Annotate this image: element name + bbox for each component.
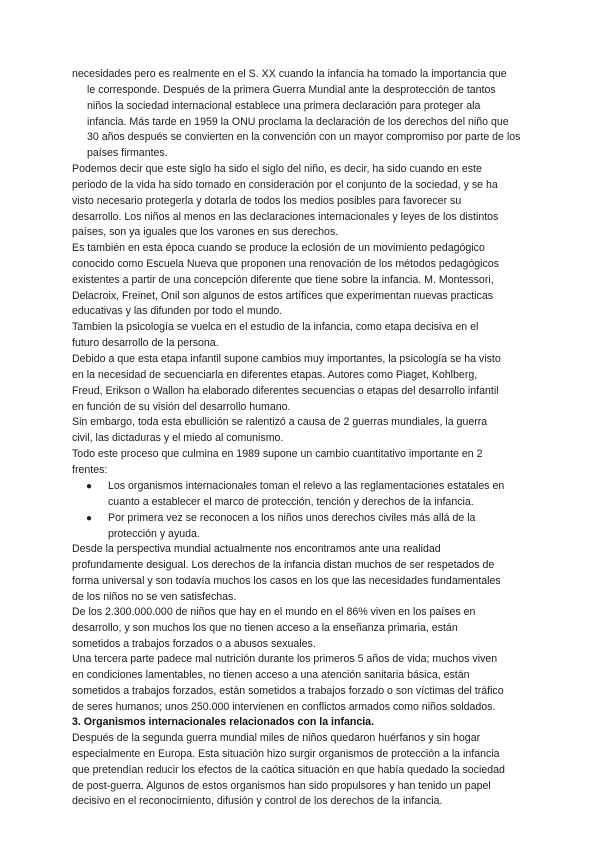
heading-text: 3. Organismos internacionales relacionados con la infancia. bbox=[72, 716, 375, 728]
text-line: países, son ya iguales que los varones en sus derechos. bbox=[72, 226, 339, 239]
text-line: frentes: bbox=[72, 463, 108, 476]
text-line: profundamente desigual. Los derechos de la infancia distan muchos de ser respetados de bbox=[72, 558, 495, 571]
paragraph-8 bbox=[72, 542, 531, 605]
text-line: Podemos decir que este siglo ha sido el siglo del niño, es decir, ha sido cuando en este bbox=[72, 163, 482, 175]
text-line: sometidos a trabajos forzados o a abusos sexuales. bbox=[72, 637, 316, 650]
text-line: protección y ayuda. bbox=[108, 527, 200, 540]
text-line: decisivo en el reconocimiento, difusión y control de los derechos de la infancia. bbox=[72, 795, 443, 808]
text-line: educativas y las difunden por todo el mundo. bbox=[72, 305, 283, 318]
text-line: de post-guerra. Algunos de estos organismos han sido propulsores y han tenido un papel bbox=[72, 779, 491, 792]
text-line: civil, las dictaduras y el miedo al comunismo. bbox=[72, 431, 284, 444]
text-line: desarrollo, y son muchos los que no tienen acceso a la enseñanza primaria, están bbox=[72, 621, 458, 634]
paragraph-10 bbox=[72, 652, 531, 715]
paragraph-9 bbox=[72, 605, 531, 653]
text-line: infancia. Más tarde en 1959 la ONU proclama la declaración de los derechos del niño que bbox=[87, 115, 509, 128]
text-line: Sin embargo, toda esta ebullición se ralentizó a causa de 2 guerras mundiales, la guerra bbox=[72, 416, 488, 428]
bullet-list bbox=[84, 479, 534, 542]
text-line: sometidos a trabajos forzados, están sometidos a trabajos forzado o son víctimas del tráfico bbox=[72, 684, 504, 697]
text-line: necesidades pero es realmente en el S. XX cuando la infancia ha tomado la importancia que bbox=[72, 68, 507, 80]
paragraph-2 bbox=[72, 162, 531, 241]
text-line: Desde la perspectiva mundial actualmente nos encontramos ante una realidad bbox=[72, 543, 441, 555]
text-line: le corresponde. Después de la primera Guerra Mundial ante la desprotección de tantos bbox=[87, 83, 496, 96]
text-line: Tambien la psicología se vuelca en el estudio de la infancia, como etapa decisiva en el bbox=[72, 321, 479, 333]
list-item bbox=[84, 479, 534, 511]
list-item bbox=[84, 511, 534, 543]
text-line: de seres humanos; unos 250.000 intervienen en conflictos armados como niños soldados. bbox=[72, 700, 496, 713]
text-line: especialmente en Europa. Esta situación hizo surgir organismos de protección a la infancia bbox=[72, 747, 500, 760]
paragraph-5 bbox=[72, 352, 531, 415]
text-line: Por primera vez se reconocen a los niños unos derechos civiles más allá de la bbox=[108, 511, 476, 524]
text-line: 30 años después se convierten en la convención con un mayor compromiso por parte de los bbox=[87, 131, 521, 144]
paragraph-7 bbox=[72, 447, 531, 479]
paragraph-11 bbox=[72, 731, 531, 810]
text-line: que pretendían reducir los efectos de la caótica situación en que había quedado la sociedad bbox=[72, 763, 505, 776]
text-line: Delacroix, Freinet, Onil son algunos de estos artífices que experimentan nuevas practicas bbox=[72, 289, 494, 302]
text-line: cuanto a establecer el marco de protección, tención y derechos de la infancia. bbox=[108, 495, 474, 508]
text-line: Una tercera parte padece mal nutrición durante los primeros 5 años de vida; muchos viven bbox=[72, 653, 498, 665]
text-line: Después de la segunda guerra mundial miles de niños quedaron huérfanos y sin hogar bbox=[72, 732, 481, 744]
text-line: conocido como Escuela Nueva que proponen una renovación de los métodos pedagógicos bbox=[72, 257, 499, 270]
text-line: Debido a que esta etapa infantil supone cambios muy importantes, la psicología se ha visto bbox=[72, 353, 501, 365]
text-line: futuro desarrollo de la persona. bbox=[72, 336, 219, 349]
paragraph-6 bbox=[72, 415, 531, 447]
text-line: periodo de la vida ha sido tomado en consideración por el conjunto de la sociedad, y se ha bbox=[72, 178, 498, 191]
text-line: desarrollo. Los niños al menos en las declaraciones internacionales y leyes de los distintos bbox=[72, 210, 499, 223]
text-line: en función de su visión del desarrollo humano. bbox=[72, 400, 291, 413]
text-line: existentes a partir de una concepción diferente que tiene sobre la infancia. M. Montessori, bbox=[72, 273, 494, 286]
text-line: visto necesario protegerla y dotarla de todos los medios posibles para favorecer su bbox=[72, 194, 462, 207]
text-line: en la necesidad de secuenciarla en diferentes etapas. Autores como Piaget, Kohlberg, bbox=[72, 368, 478, 381]
text-line: De los 2.300.000.000 de niños que hay en el mundo en el 86% viven en los países en bbox=[72, 606, 476, 618]
text-line: Freud, Erikson o Wallon ha elaborado diferentes secuencias o etapas del desarrollo infantil bbox=[72, 384, 499, 397]
text-line: países firmantes. bbox=[87, 147, 168, 160]
text-line: en condiciones lamentables, no tienen acceso a una atención sanitaria básica, están bbox=[72, 668, 470, 681]
text-line: de los niños no se ven satisfechas. bbox=[72, 590, 237, 603]
text-line: Los organismos internacionales toman el relevo a las reglamentaciones estatales en bbox=[108, 480, 505, 492]
section-heading bbox=[72, 715, 531, 731]
bullet-icon: ● bbox=[85, 481, 93, 492]
text-line: forma universal y son todavía muchos los casos en los que las necesidades fundamentales bbox=[72, 574, 501, 587]
paragraph-1 bbox=[72, 67, 532, 162]
text-line: Todo este proceso que culmina en 1989 supone un cambio cuantitativo importante en 2 bbox=[72, 448, 483, 460]
paragraph-4 bbox=[72, 320, 531, 352]
text-line: Es también en esta época cuando se produce la eclosión de un movimiento pedagógico bbox=[72, 242, 485, 254]
paragraph-3 bbox=[72, 241, 531, 320]
bullet-icon: ● bbox=[85, 512, 93, 524]
text-line: niños la sociedad internacional establece una primera declaración para proteger ala bbox=[87, 99, 481, 112]
